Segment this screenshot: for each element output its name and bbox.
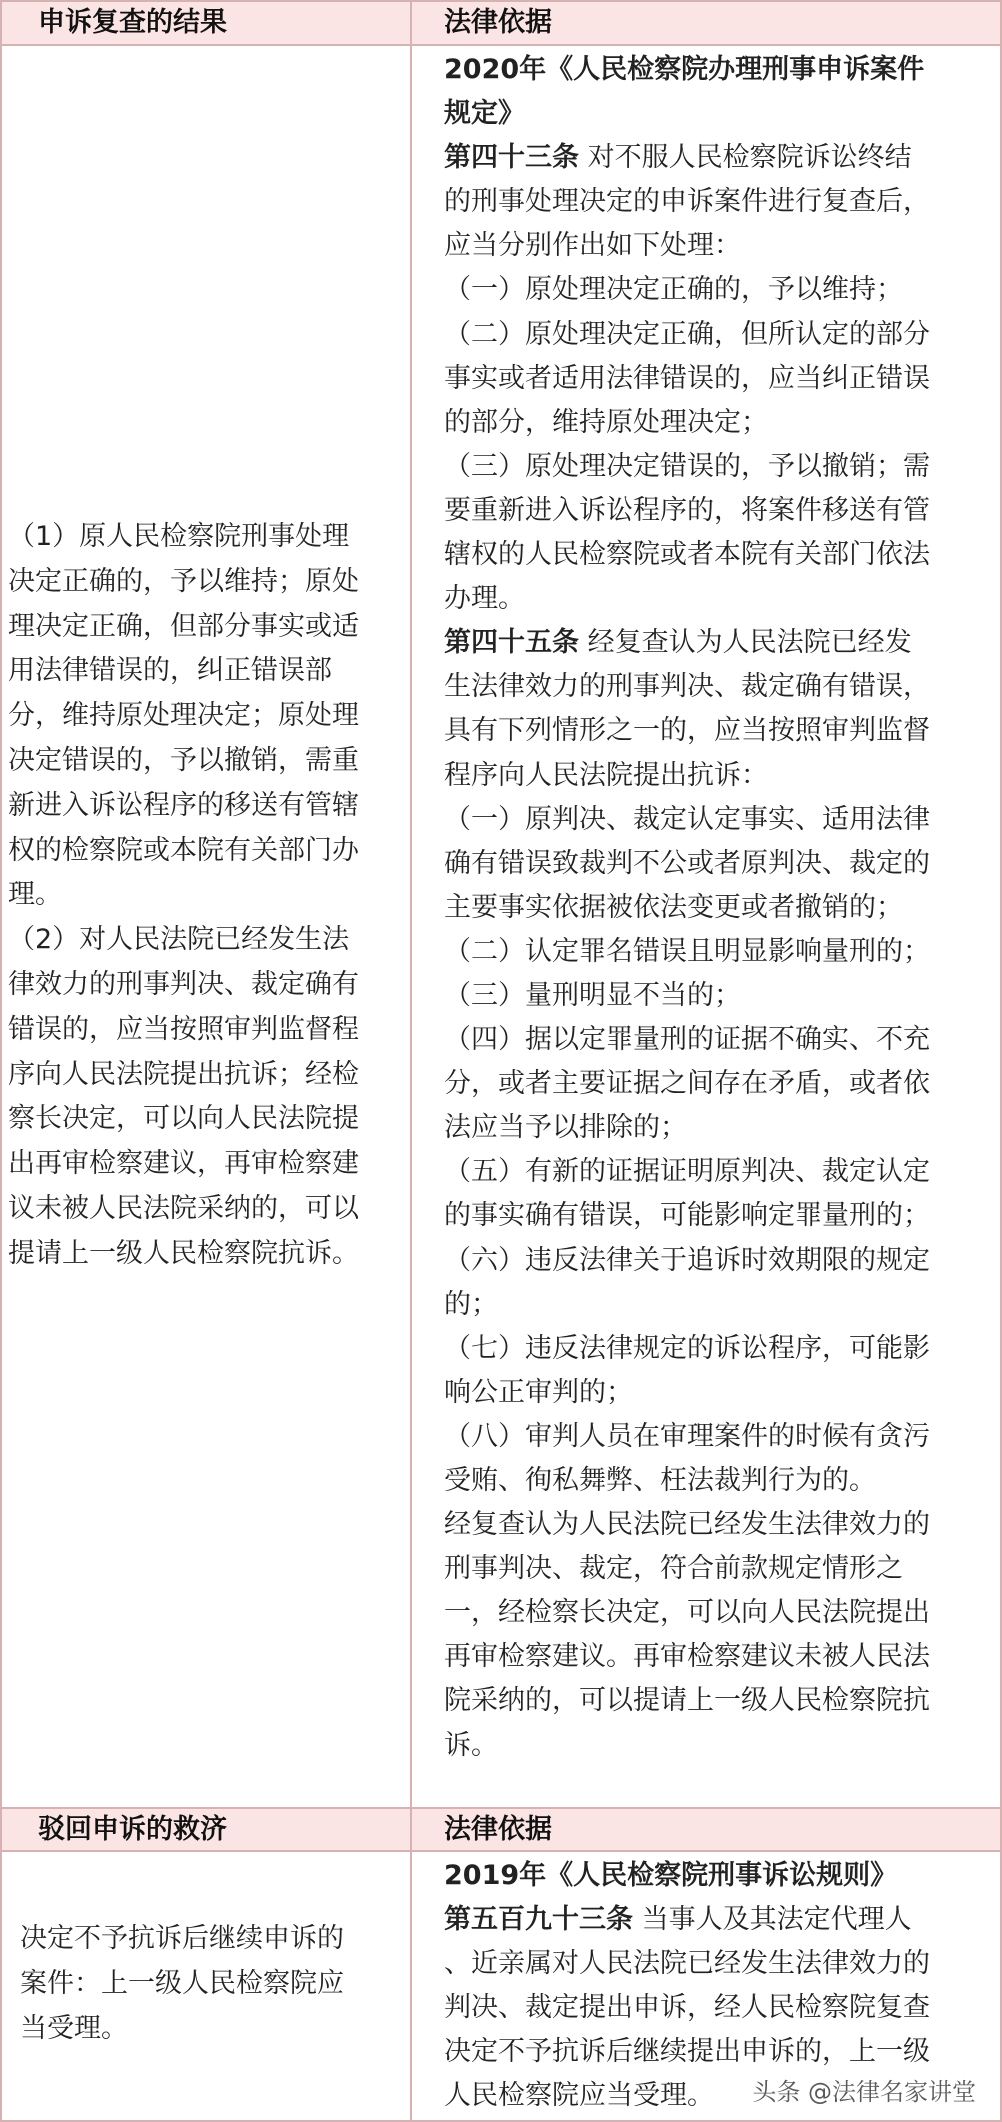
text-line — [444, 180, 998, 224]
article-text: 诉。 — [444, 1729, 498, 1761]
article-text: 辖权的人民检察院或者本院有关部门依法 — [444, 539, 930, 571]
text-line: （1）原人民检察院刑事处理 — [8, 521, 350, 552]
article-text: 的部分，维持原处理决定； — [444, 406, 768, 438]
article-text: 办理。 — [444, 583, 525, 615]
article-text: （四）据以定罪量刑的证据不确实、不充 — [444, 1024, 930, 1056]
text-line: 理。 — [8, 879, 62, 911]
table1-header-right: 法律依据 — [444, 7, 552, 38]
article-text: 确有错误致裁判不公或者原判决、裁定的 — [444, 847, 930, 879]
text-line: 当受理。 — [20, 2012, 128, 2044]
article-text: 对不服人民检察院诉讼终结 — [579, 142, 912, 174]
article-text: （一）原处理决定正确的，予以维持； — [444, 274, 903, 306]
article-text: （八）审判人员在审理案件的时候有贪污 — [444, 1420, 930, 1452]
article-text: 决定不予抗诉后继续提出申诉的，上一级 — [444, 2036, 930, 2068]
article-text: （三）量刑明显不当的； — [444, 979, 741, 1011]
article-text: 响公正审判的； — [444, 1376, 633, 1408]
text-line — [444, 92, 998, 136]
text-line — [444, 621, 998, 665]
text-line — [444, 930, 998, 974]
text-line: 理决定正确，但部分事实或适 — [8, 610, 359, 642]
text-line — [444, 1371, 998, 1415]
article-text: 主要事实依据被依法变更或者撤销的； — [444, 891, 903, 923]
text-line: 分，维持原处理决定；原处理 — [8, 700, 359, 732]
text-line — [444, 1591, 998, 1635]
text-line — [444, 974, 998, 1018]
text-line: 决定正确的，予以维持；原处 — [8, 565, 359, 597]
article-heading: 2019年《人民检察院刑事诉讼规则》 — [444, 1860, 898, 1891]
article-text: 的事实确有错误，可能影响定罪量刑的； — [444, 1200, 930, 1232]
watermark: 头条 @法律名家讲堂 — [748, 2075, 980, 2109]
text-line — [444, 886, 998, 930]
article-text: 要重新进入诉讼程序的，将案件移送有管 — [444, 494, 930, 526]
article-text: 人民检察院应当受理。 — [444, 2080, 714, 2112]
text-line — [444, 224, 998, 268]
table1-header-left: 申诉复查的结果 — [38, 7, 227, 38]
article-text: 经复查认为人民法院已经发生法律效力的 — [444, 1509, 930, 1541]
text-line — [444, 1724, 998, 1768]
article-text: （二）认定罪名错误且明显影响量刑的； — [444, 935, 930, 967]
article-text: （一）原判决、裁定认定事实、适用法律 — [444, 803, 930, 835]
article-text: 生法律效力的刑事判决、裁定确有错误， — [444, 671, 930, 703]
article-heading: 规定》 — [444, 98, 525, 130]
article-text: （五）有新的证据证明原判决、裁定认定 — [444, 1156, 930, 1188]
text-line — [444, 268, 998, 312]
article-text: 程序向人民法院提出抗诉： — [444, 759, 768, 791]
article-text: （六）违反法律关于追诉时效期限的规定 — [444, 1244, 930, 1276]
article-text: 一，经检察长决定，可以向人民法院提出 — [444, 1597, 930, 1629]
text-line — [444, 1679, 998, 1723]
text-line — [444, 401, 998, 445]
text-line: 序向人民法院提出抗诉；经检 — [8, 1058, 359, 1090]
text-line — [444, 1062, 998, 1106]
column-divider — [410, 0, 412, 2122]
article-text: 事实或者适用法律错误的，应当纠正错误 — [444, 362, 930, 394]
text-line: 议未被人民法院采纳的，可以 — [8, 1192, 359, 1224]
table2-remedy-cell — [20, 1917, 400, 2051]
text-line — [444, 709, 998, 753]
text-line — [444, 842, 998, 886]
text-line: 权的检察院或本院有关部门办 — [8, 834, 359, 866]
table1-legal-basis-cell — [444, 48, 998, 1768]
text-line — [444, 1986, 998, 2030]
text-line — [444, 489, 998, 533]
article-heading: 2020年《人民检察院办理刑事申诉案件 — [444, 54, 925, 85]
text-line — [444, 1635, 998, 1679]
article-text: 刑事判决、裁定，符合前款规定情形之 — [444, 1553, 903, 1585]
text-line — [444, 798, 998, 842]
article-text: 具有下列情形之一的，应当按照审判监督 — [444, 715, 930, 747]
text-line — [444, 1239, 998, 1283]
text-line — [444, 1942, 998, 1986]
text-line — [444, 1327, 998, 1371]
text-line — [444, 1283, 998, 1327]
text-line — [444, 1854, 998, 1898]
article-text: （二）原处理决定正确，但所认定的部分 — [444, 318, 930, 350]
text-line: 律效力的刑事判决、裁定确有 — [8, 968, 359, 1000]
article-heading: 第四十三条 — [444, 142, 579, 174]
text-line — [444, 754, 998, 798]
article-text: 应当分别作出如下处理： — [444, 230, 741, 262]
text-line: 决定不予抗诉后继续申诉的 — [20, 1923, 344, 1954]
article-text: 的； — [444, 1288, 498, 1320]
text-line: 用法律错误的，纠正错误部 — [8, 655, 332, 687]
text-line — [444, 1415, 998, 1459]
text-line: 提请上一级人民检察院抗诉。 — [8, 1237, 359, 1269]
text-line: 出再审检察建议，再审检察建 — [8, 1148, 359, 1180]
article-text: 受贿、徇私舞弊、枉法裁判行为的。 — [444, 1465, 876, 1496]
article-text: 经复查认为人民法院已经发 — [579, 627, 912, 659]
text-line — [444, 1459, 998, 1503]
text-line — [444, 136, 998, 180]
article-text: （三）原处理决定错误的，予以撤销；需 — [444, 450, 930, 482]
text-line: 案件：上一级人民检察院应 — [20, 1967, 344, 1999]
text-line: 新进入诉讼程序的移送有管辖 — [8, 789, 359, 821]
text-line — [444, 48, 998, 92]
text-line — [444, 357, 998, 401]
text-line — [444, 1150, 998, 1194]
text-line — [444, 1898, 998, 1942]
article-heading: 第四十五条 — [444, 627, 579, 659]
text-line — [444, 2030, 998, 2074]
article-text: 院采纳的，可以提请上一级人民检察院抗 — [444, 1685, 930, 1717]
article-text: 当事人及其法定代理人 — [633, 1904, 912, 1936]
text-line — [444, 445, 998, 489]
text-line — [444, 1194, 998, 1238]
text-line: 决定错误的，予以撤销，需重 — [8, 744, 359, 776]
table1-result-cell — [8, 515, 408, 1277]
article-text: 再审检察建议。再审检察建议未被人民法 — [444, 1641, 930, 1673]
text-line — [444, 313, 998, 357]
text-line — [444, 1547, 998, 1591]
text-line: （2）对人民法院已经发生法 — [8, 924, 350, 956]
article-heading: 第五百九十三条 — [444, 1904, 633, 1936]
article-text: 判决、裁定提出申诉，经人民检察院复查 — [444, 1992, 930, 2024]
text-line — [444, 1106, 998, 1150]
text-line — [444, 577, 998, 621]
article-text: 的刑事处理决定的申诉案件进行复查后， — [444, 186, 930, 218]
article-text: （七）违反法律规定的诉讼程序，可能影 — [444, 1332, 930, 1364]
table2-header-left: 驳回申诉的救济 — [38, 1814, 227, 1845]
table2-header-right: 法律依据 — [444, 1814, 552, 1845]
text-line — [444, 1503, 998, 1547]
row-divider — [0, 44, 1002, 46]
text-line — [444, 1018, 998, 1062]
article-text: 法应当予以排除的； — [444, 1112, 687, 1144]
text-line: 错误的，应当按照审判监督程 — [8, 1013, 359, 1045]
text-line: 察长决定，可以向人民法院提 — [8, 1103, 359, 1135]
text-line — [444, 665, 998, 709]
text-line — [444, 533, 998, 577]
article-text: 分，或者主要证据之间存在矛盾，或者依 — [444, 1068, 930, 1100]
article-text: 、近亲属对人民法院已经发生法律效力的 — [444, 1948, 930, 1980]
